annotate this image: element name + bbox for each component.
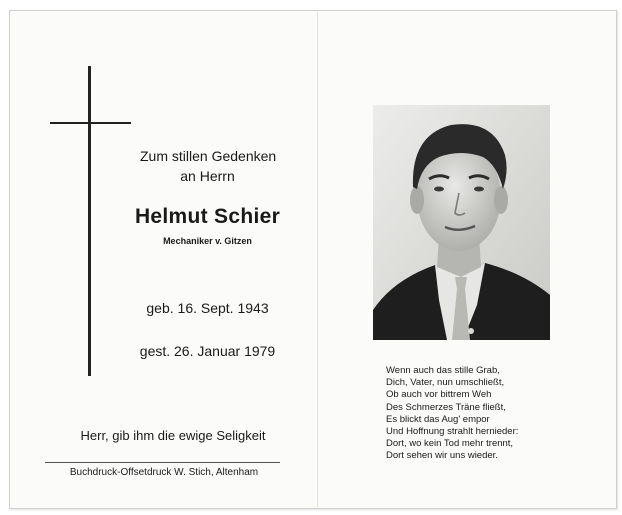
death-date: gest. 26. Januar 1979 [139, 343, 276, 359]
poem-line: Dort, wo kein Tod mehr trennt, [386, 438, 514, 450]
poem-line: Des Schmerzes Träne fließt, [386, 401, 506, 413]
printer-credit: Buchdruck-Offsetdruck W. Stich, Altenham [69, 467, 259, 478]
portrait-photo [373, 105, 550, 340]
cross-bar [50, 122, 131, 124]
intro-line-1: Zum stillen Gedenken [140, 148, 277, 164]
poem-line: Und Hoffnung strahlt hernieder: [386, 426, 519, 438]
occupation: Mechaniker v. Gitzen [163, 236, 252, 246]
poem [386, 365, 546, 463]
poem-line: Wenn auch das stille Grab, [386, 365, 500, 376]
birth-date: geb. 16. Sept. 1943 [146, 300, 269, 316]
intro-line-2: an Herrn [180, 168, 235, 184]
deceased-name: Helmut Schier [134, 205, 281, 228]
poem-line: Dort sehen wir uns wieder. [386, 450, 498, 462]
divider [45, 462, 280, 463]
prayer-text: Herr, gib ihm die ewige Seligkeit [80, 428, 266, 443]
poem-line: Dich, Vater, nun umschließt, [386, 377, 505, 389]
poem-line: Ob auch vor bittrem Weh [386, 389, 492, 401]
card-fold-line [317, 10, 318, 507]
cross-icon [88, 66, 91, 376]
poem-line: Es blickt das Aug' empor [386, 413, 490, 425]
